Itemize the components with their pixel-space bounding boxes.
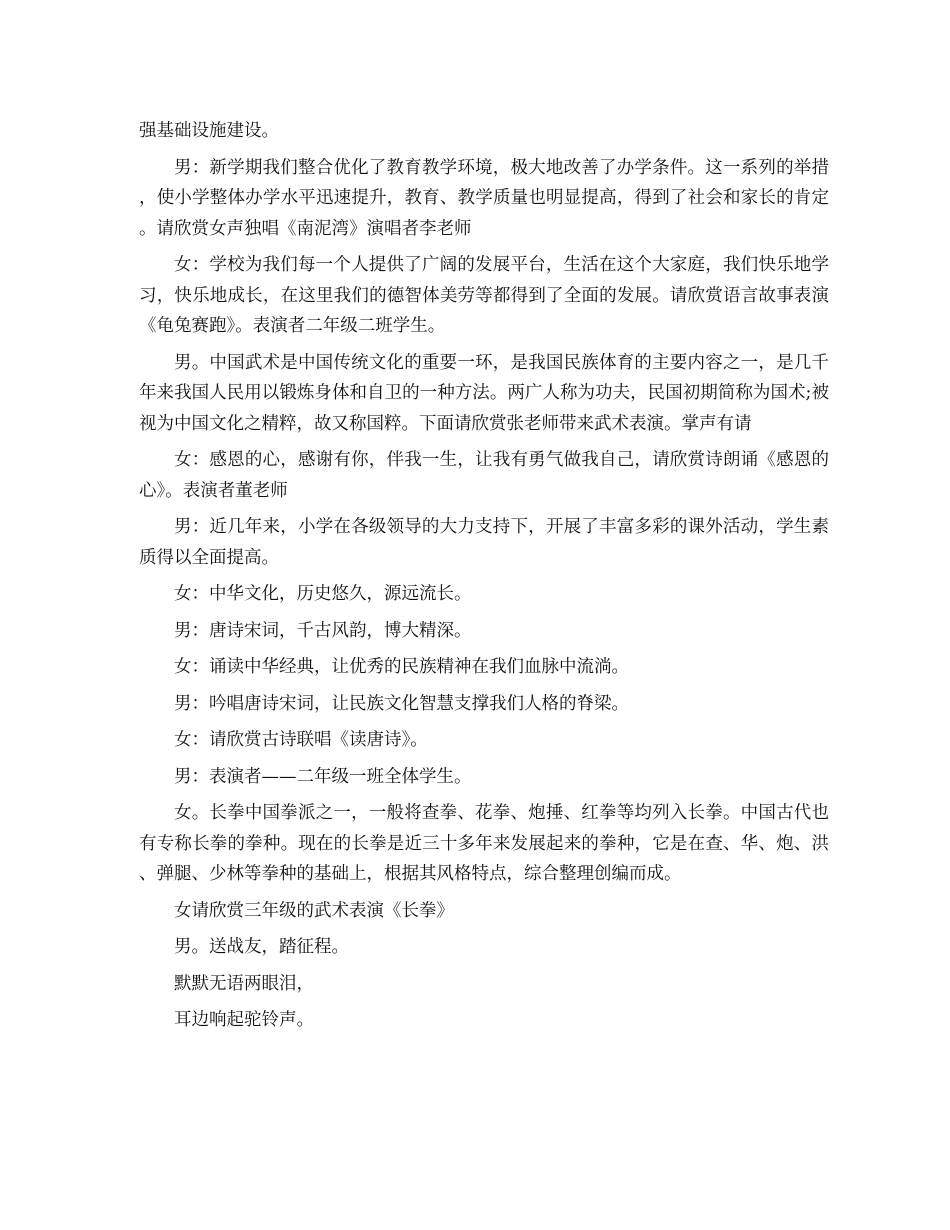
paragraph: 男。中国武术是中国传统文化的重要一环，是我国民族体育的主要内容之一，是几千年来我国人民用以锻炼身体和自卫的一种方法。两广人称为功夫，民国初期简称为国术;被视为中国文化之精粹，故又称国粹。下面请欣赏张老师带来武术表演。掌声有请: [139, 352, 829, 434]
paragraph: 男：唐诗宋词，千古风韵，博大精深。: [174, 620, 472, 641]
paragraph: 耳边响起驼铃声。: [174, 1010, 314, 1030]
paragraph: 女：学校为我们每一个人提供了广阔的发展平台，生活在这个大家庭，我们快乐地学习，快乐地成长，在这里我们的德智体美劳等都得到了全面的发展。请欣赏语言故事表演《龟兔赛跑》。表演者二年级二班学生。: [139, 255, 829, 336]
paragraph: 男：表演者——二年级一班全体学生。: [174, 766, 472, 787]
paragraph: 男。送战友，踏征程。: [174, 937, 349, 957]
document-body: [139, 116, 829, 1042]
paragraph: 女：感恩的心，感谢有你，伴我一生，让我有勇气做我自己，请欣赏诗朗诵《感恩的心》。表演者董老师: [139, 450, 829, 501]
paragraph: 男：吟唱唐诗宋词，让民族文化智慧支撑我们人格的脊梁。: [174, 693, 629, 714]
paragraph: 默默无语两眼泪，: [174, 973, 314, 994]
paragraph: 男：新学期我们整合优化了教育教学环境，极大地改善了办学条件。这一系列的举措，使小学整体办学水平迅速提升，教育、教学质量也明显提高，得到了社会和家长的肯定。请欣赏女声独唱《南泥湾》演唱者李老师: [139, 157, 829, 239]
paragraph: 男：近几年来，小学在各级领导的大力支持下，开展了丰富多彩的课外活动，学生素质得以全面提高。: [139, 517, 829, 568]
paragraph: 女：诵读中华经典，让优秀的民族精神在我们血脉中流淌。: [174, 657, 629, 677]
paragraph: 女：请欣赏古诗联唱《读唐诗》。: [174, 730, 428, 750]
paragraph: 女：中华文化，历史悠久，源远流长。: [174, 584, 472, 604]
paragraph: 强基础设施建设。: [139, 121, 279, 141]
paragraph: 女。长拳中国拳派之一，一般将查拳、花拳、炮捶、红拳等均列入长拳。中国古代也有专称长拳的拳种。现在的长拳是近三十多年来发展起来的拳种，它是在查、华、炮、洪、弹腿、少林等拳种的基础上，根据其风格特点，综合整理创编而成。: [139, 803, 829, 884]
paragraph: 女请欣赏三年级的武术表演《长拳》: [174, 900, 454, 921]
